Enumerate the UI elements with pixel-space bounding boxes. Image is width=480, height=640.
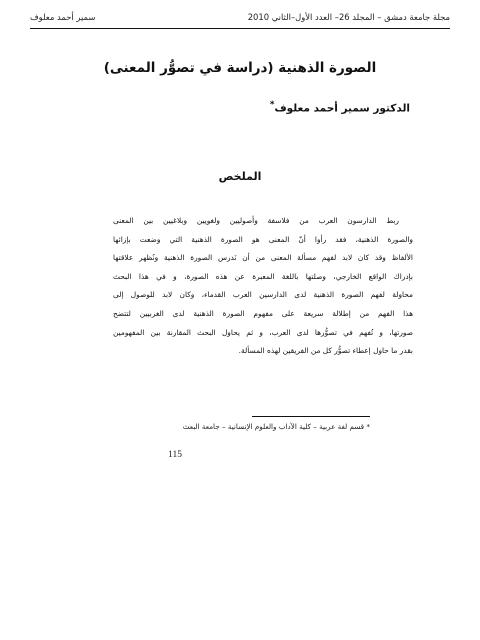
article-title: الصورة الذهنية (دراسة في تصوُّر المعنى)	[103, 60, 377, 76]
abstract-line: الألفاظ وقد كان لابد لفهم مسألة المعنى من أن نَدرس الصورة الذهنية ونُظهر علاقتها	[113, 253, 413, 263]
page-number: 115	[168, 450, 182, 460]
header-journal-info: مجلة جامعة دمشق – المجلد 26– العدد الأول–الثاني 2010	[247, 12, 450, 22]
author-footnote-mark: *	[269, 100, 275, 110]
running-header	[30, 12, 450, 22]
author-name: الدكتور سمير أحمد معلوف	[274, 102, 410, 115]
footnote-divider	[252, 416, 370, 417]
header-author: سمير أحمد معلوف	[30, 12, 96, 22]
abstract-line: بقدر ما حاول إعطاء تصوُّر كل من الفريقين لهذه المسألة.	[238, 346, 413, 356]
abstract-body	[113, 212, 413, 361]
author-line	[270, 100, 410, 115]
abstract-line: صورتها، و تُفهم في تصوُّرها لدى العرب، و ثم يحاول البحث المقارنة بين المفهومين	[113, 327, 413, 337]
abstract-line: بإدراك الواقع الخارجي، وصلتها باللغة المعبرة عن هذه الصورة، و في هذا البحث	[113, 271, 413, 281]
footnote: * قسم لغة عربية – كلية الآداب والعلوم الإنسانية – جامعة البعث	[182, 422, 370, 431]
abstract-heading: الملخص	[218, 170, 262, 183]
abstract-line: هذا الفهم من إطلالة سريعة على مفهوم الصورة الذهنية لدى الغربيين لتتضح	[113, 308, 413, 318]
abstract-line: محاولة لفهم الصورة الذهنية لدى الدارسين العرب القدماء، وكان لابد للوصول إلى	[113, 290, 413, 300]
abstract-line: والصورة الذهنية، فقد رأوا أنّ المعنى هو الصورة الذهنية التي وضعت بإزائها	[113, 234, 413, 244]
abstract-line: ربط الدارسون العرب من فلاسفة وأصوليين ولغويين وبلاغيين بين المعنى	[113, 216, 399, 225]
header-divider	[30, 28, 450, 29]
